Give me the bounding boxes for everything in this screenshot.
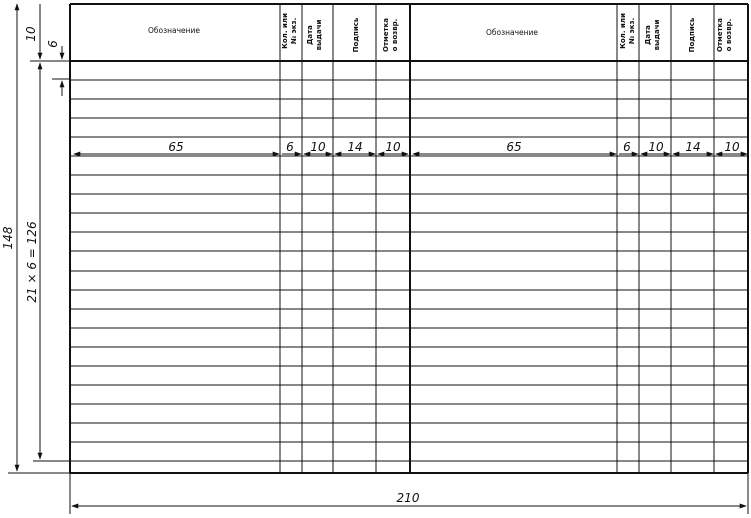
header-qty-line2: № экз. (290, 17, 298, 45)
header-date-line2: выдачи (653, 19, 661, 51)
dim-designation-left: 65 (168, 140, 184, 154)
dim-signature-right: 14 (685, 140, 701, 154)
column-dimension-labels (168, 140, 740, 154)
header-return-line2: о возвр. (391, 18, 399, 52)
header-qty-line1: Кол. или (281, 13, 289, 49)
dim-total-height: 148 (1, 226, 15, 250)
header-signature: Подпись (352, 17, 360, 53)
dim-header-height: 10 (24, 26, 38, 42)
header-return-line1: Отметка (716, 17, 724, 53)
header-designation: Обозначение (485, 28, 539, 37)
header-signature: Подпись (688, 17, 696, 53)
header-date-line2: выдачи (315, 19, 323, 51)
dim-qty-left: 6 (286, 140, 294, 154)
dim-row-height: 6 (46, 40, 60, 48)
dim-return-right: 10 (724, 140, 740, 154)
header-qty-line2: № экз. (628, 17, 636, 45)
height-dimensions (8, 4, 70, 473)
header-right (486, 13, 733, 52)
header-left (148, 13, 399, 52)
header-return-line2: о возвр. (725, 18, 733, 52)
height-dimension-labels (1, 26, 60, 303)
dim-date-right: 10 (648, 140, 664, 154)
header-designation: Обозначение (147, 26, 201, 35)
dim-return-left: 10 (385, 140, 401, 154)
dim-rows-total: 21 × 6 = 126 (25, 221, 39, 303)
dim-designation-right: 65 (506, 140, 522, 154)
dim-date-left: 10 (310, 140, 326, 154)
dim-signature-left: 14 (347, 140, 363, 154)
dim-qty-right: 6 (623, 140, 631, 154)
form-grid (70, 4, 748, 473)
header-return-line1: Отметка (382, 17, 390, 53)
header-date-line1: Дата (306, 25, 314, 45)
header-date-line1: Дата (644, 25, 652, 45)
dim-total-width: 210 (396, 491, 420, 505)
header-qty-line1: Кол. или (619, 13, 627, 49)
